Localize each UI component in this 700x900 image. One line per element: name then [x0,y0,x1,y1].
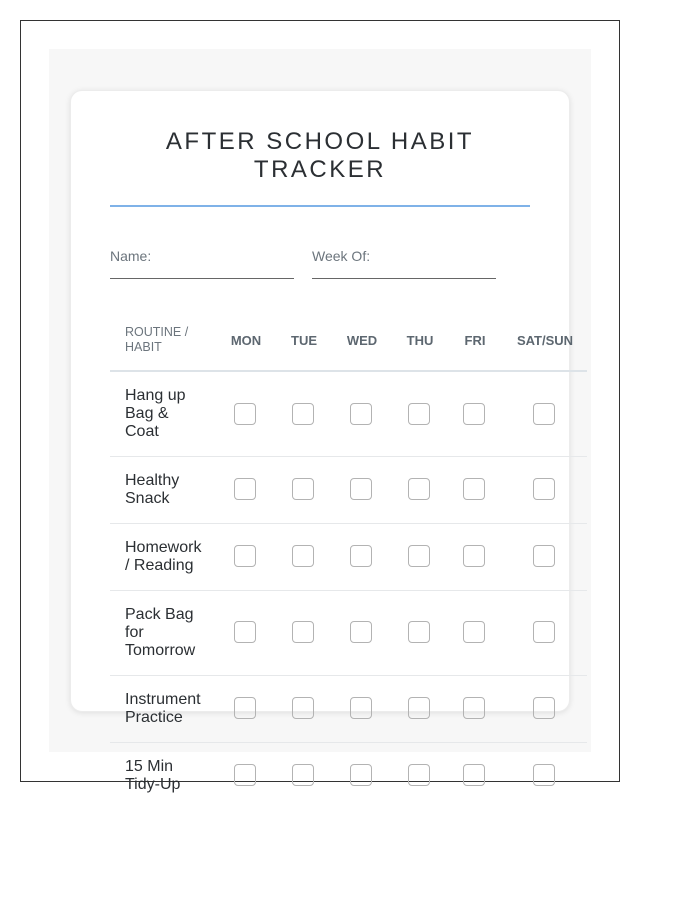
name-field[interactable] [110,278,294,279]
name-label: Name: [110,248,152,264]
habit-label: Homework / Reading [125,539,202,574]
checkbox-satsun[interactable] [533,621,555,643]
table-row [110,743,587,809]
checkbox-fri[interactable] [463,697,485,719]
checkbox-thu[interactable] [408,764,430,786]
checkbox-mon[interactable] [234,478,256,500]
table-header [110,310,587,372]
header-wed: WED [346,332,378,348]
title-line-2: TRACKER [253,156,387,183]
header-mon: MON [230,332,262,348]
header-satsun: SAT/SUN [516,332,574,348]
checkbox-thu[interactable] [408,697,430,719]
habit-label: Healthy Snack [125,472,180,507]
checkbox-fri[interactable] [463,764,485,786]
table-row [110,457,587,524]
checkbox-satsun[interactable] [533,764,555,786]
checkbox-thu[interactable] [408,478,430,500]
checkbox-wed[interactable] [350,697,372,719]
checkbox-satsun[interactable] [533,545,555,567]
habit-label: Hang up Bag & Coat [125,387,186,440]
header-tue: TUE [291,332,317,348]
checkbox-satsun[interactable] [533,697,555,719]
header-thu: THU [406,332,434,348]
header-habit-line-1: ROUTINE / [125,325,189,339]
checkbox-fri[interactable] [463,621,485,643]
checkbox-thu[interactable] [408,621,430,643]
checkbox-mon[interactable] [234,403,256,425]
checkbox-thu[interactable] [408,545,430,567]
checkbox-fri[interactable] [463,545,485,567]
header-habit-line-2: HABIT [125,340,162,354]
checkbox-wed[interactable] [350,403,372,425]
week-of-field[interactable] [312,278,496,279]
habit-label: Instrument Practice [125,691,201,726]
habit-label: 15 Min Tidy-Up [125,758,181,793]
table-row [110,372,587,457]
checkbox-satsun[interactable] [533,403,555,425]
habit-table [110,310,587,809]
checkbox-tue[interactable] [292,697,314,719]
checkbox-fri[interactable] [463,478,485,500]
checkbox-tue[interactable] [292,621,314,643]
title-line-1: AFTER SCHOOL HABIT [165,128,475,155]
header-fri: FRI [464,332,486,348]
checkbox-wed[interactable] [350,621,372,643]
header-habit [125,310,215,370]
habit-label: Pack Bag for Tomorrow [125,606,196,659]
checkbox-mon[interactable] [234,697,256,719]
checkbox-wed[interactable] [350,478,372,500]
checkbox-wed[interactable] [350,545,372,567]
checkbox-wed[interactable] [350,764,372,786]
table-row [110,524,587,591]
table-row [110,676,587,743]
checkbox-tue[interactable] [292,545,314,567]
checkbox-tue[interactable] [292,403,314,425]
checkbox-thu[interactable] [408,403,430,425]
week-of-label: Week Of: [312,248,371,264]
checkbox-tue[interactable] [292,478,314,500]
checkbox-mon[interactable] [234,621,256,643]
checkbox-tue[interactable] [292,764,314,786]
checkbox-mon[interactable] [234,764,256,786]
checkbox-satsun[interactable] [533,478,555,500]
checkbox-mon[interactable] [234,545,256,567]
checkbox-fri[interactable] [463,403,485,425]
table-row [110,591,587,676]
page-title [110,128,530,184]
title-divider [110,205,530,207]
